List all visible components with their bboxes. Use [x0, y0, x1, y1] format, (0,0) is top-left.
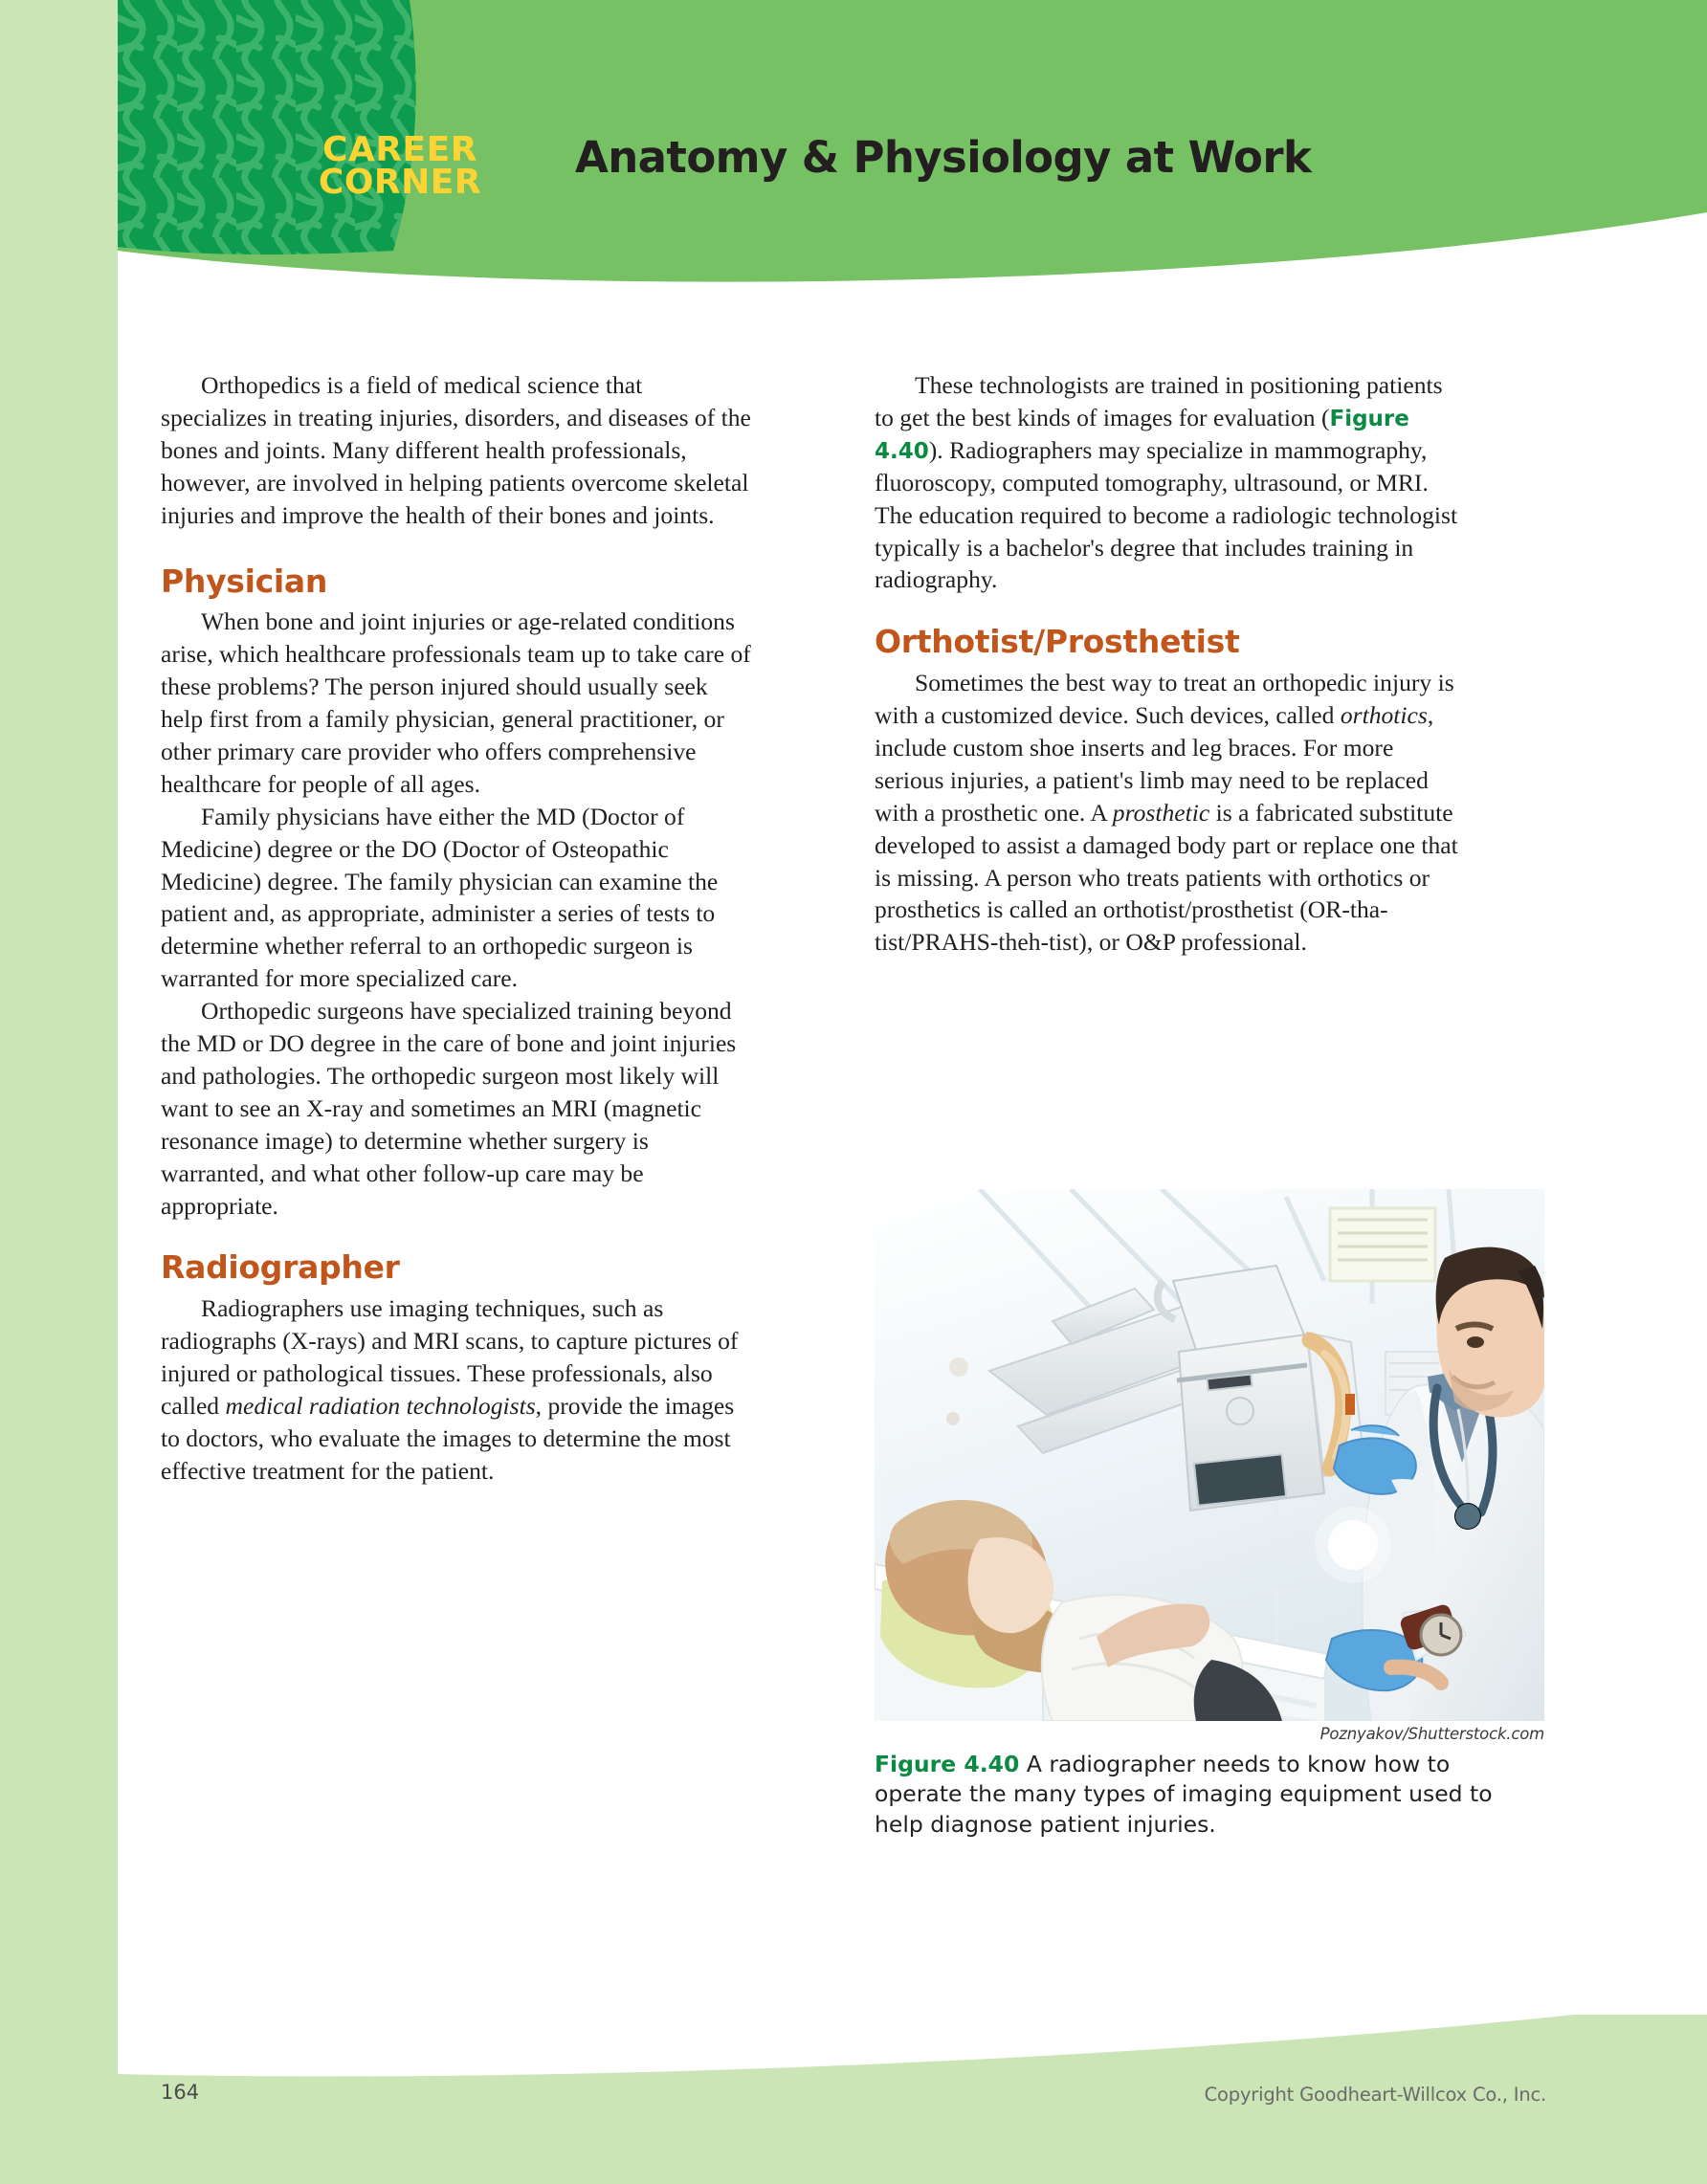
- copyright-notice: Copyright Goodheart-Willcox Co., Inc.: [1204, 2084, 1546, 2106]
- left-column: [161, 369, 752, 1488]
- heading-radiographer: Radiographer: [161, 1248, 400, 1287]
- badge-line-1: CAREER: [322, 130, 477, 169]
- right-column: [875, 369, 1466, 959]
- technologists-paragraph: [875, 369, 1466, 596]
- figure-reference-link[interactable]: Figure 4.40: [875, 406, 1409, 464]
- intro-paragraph: Orthopedics is a field of medical science that specializes in treating injuries, disorders, and diseases of the bones and joints. Many different health professionals, however, are involved in helping patients overcome skeletal injuries and improve the health of their bones and joints.: [161, 371, 751, 529]
- badge-line-2: CORNER: [318, 163, 482, 203]
- radiographer-paragraph-1: [161, 1292, 752, 1487]
- career-corner-badge-label: [276, 130, 524, 203]
- technologists-text-a: These technologists are trained in positioning patients to get the best kinds of images for evaluation (: [875, 371, 1443, 431]
- figure-caption-text: A radiographer needs to know how to operate the many types of imaging equipment used to help diagnose patient injuries.: [875, 1751, 1493, 1838]
- page-number: 164: [161, 2081, 200, 2104]
- orthotist-text-a: Sometimes the best way to treat an orthopedic injury is with a customized device. Such devices, called: [875, 669, 1454, 729]
- orthotist-text-b: , include custom shoe inserts and leg braces. For more serious injuries, a patient's limb may need to be replaced with a prosthetic one. A: [875, 700, 1434, 827]
- career-corner-header: [118, 0, 1707, 297]
- orthotist-text-c: is a fabricated substitute developed to assist a damaged body part or replace one that is missing. A person who treats patients with orthotics or prosthetics is called an orthotist/prosthetist (OR-tha-tist/PRAHS-theh-tist), or O&P professional.: [875, 798, 1458, 957]
- orthotist-paragraph-1: [875, 667, 1466, 959]
- term-prosthetic: prosthetic: [1112, 798, 1210, 827]
- figure-4-40: [875, 1189, 1544, 1840]
- physician-paragraph-1: When bone and joint injuries or age-related conditions arise, which healthcare professionals team up to take care of these problems? The person injured should usually seek help first from a family physician, general practitioner, or other primary care provider who offers comprehensive healthcare for people of all ages.: [161, 607, 751, 798]
- term-orthotics: orthotics: [1340, 700, 1428, 729]
- photo-credit: Poznyakov/Shutterstock.com: [1319, 1725, 1544, 1743]
- term-medical-radiation-technologists: medical radiation technologists: [225, 1391, 536, 1420]
- technologists-text-b: ). Radiographers may specialize in mammography, fluoroscopy, computed tomography, ultrasound, or MRI. The education required to become a radiologic technologist typically is a bachelor's degree that includes training in radiography.: [875, 435, 1458, 594]
- heading-physician: Physician: [161, 562, 328, 600]
- figure-caption: [875, 1750, 1544, 1840]
- physician-paragraph-2: Family physicians have either the MD (Doctor of Medicine) degree or the DO (Doctor of Osteopathic Medicine) degree. The family physician can examine the patient and, as appropriate, administer a series of tests to determine whether referral to an orthopedic surgeon is warranted for more specialized care.: [161, 802, 719, 993]
- figure-number: Figure 4.40: [875, 1751, 1020, 1777]
- radiographer-xray-photo: [875, 1189, 1544, 1721]
- radiographer-text-b: , provide the images to doctors, who evaluate the images to determine the most effective treatment for the patient.: [161, 1391, 735, 1485]
- heading-orthotist-prosthetist: Orthotist/Prosthetist: [875, 623, 1240, 661]
- physician-paragraph-3: Orthopedic surgeons have specialized training beyond the MD or DO degree in the care of bone and joint injuries and pathologies. The orthopedic surgeon most likely will want to see an X-ray and sometimes an MRI (magnetic resonance image) to determine whether surgery is warranted, and what other follow-up care may be appropriate.: [161, 997, 737, 1220]
- page-title: Anatomy & Physiology at Work: [575, 132, 1312, 183]
- radiographer-text-a: Radiographers use imaging techniques, such as radiographs (X-rays) and MRI scans, to capture pictures of injured or pathological tissues. These professionals, also called: [161, 1294, 739, 1420]
